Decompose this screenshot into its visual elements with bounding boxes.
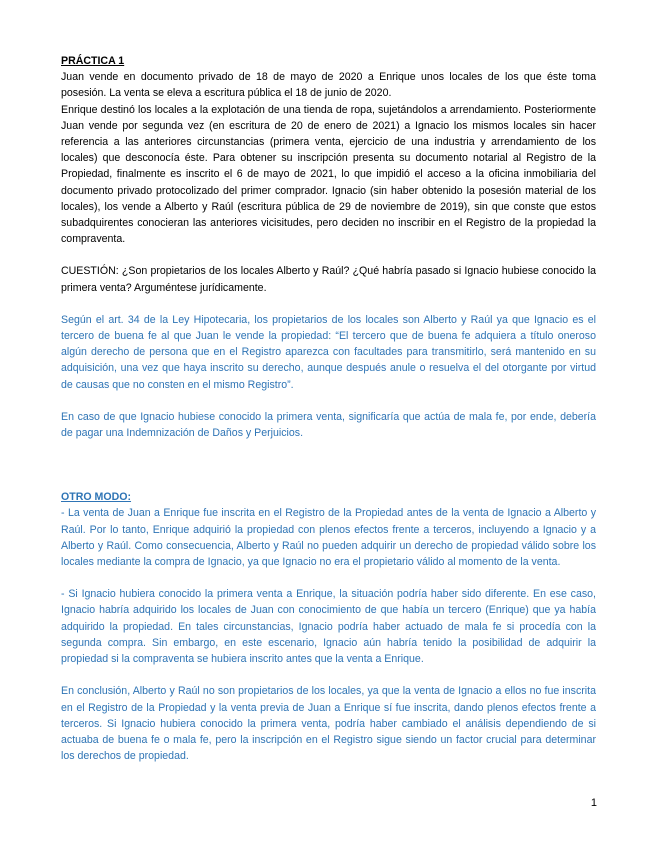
- facts-paragraph-2: Enrique destinó los locales a la explotación de una tienda de ropa, sujetándolos a arrendamiento. Posteriormente Juan vende por segunda vez (en escritura de 20 de enero de 2021) a Ignacio los mismos locales sin hacer referencia a las anteriores circunstancias (primera venta, ejercicio de una industria y arrendamiento de los locales) que desconocía éste. Para obtener su inscripción presenta su documento notarial al Registro de la Propiedad, finalmente es inscrito el 6 de mayo de 2021, lo que impidió el acceso a la oficina inmobiliaria del documento privado protocolizado del primer comprador. Ignacio (sin haber obtenido la posesión material de los locales), los vende a Alberto y Raúl (escritura pública de 29 de noviembre de 2019), sin que conste que estos subadquirentes conocieran las anteriores vicisitudes, pero deciden no inscribir en el Registro de la propiedad la compraventa.: [61, 103, 596, 246]
- alt-paragraph-1: - La venta de Juan a Enrique fue inscrita en el Registro de la Propiedad antes de la venta de Ignacio a Alberto y Raúl. Por lo tanto, Enrique adquirió la propiedad con plenos efectos frente a terceros, incluyendo a Ignacio y a Alberto y Raúl. Como consecuencia, Alberto y Raúl no pueden adquirir un derecho de propiedad válido sobre los locales mediante la compra de Ignacio, ya que Ignacio no era el propietario válido al momento de la venta.: [61, 507, 596, 569]
- spacer: [61, 441, 596, 489]
- answer-paragraph-2: En caso de que Ignacio hubiese conocido la primera venta, significaría que actúa de mala fe, por ende, debería de pagar una Indemnización de Daños y Perjuicios.: [61, 410, 596, 440]
- spacer: [61, 296, 596, 312]
- answer-paragraph-1: Según el art. 34 de la Ley Hipotecaria, los propietarios de los locales son Alberto y Raúl ya que Ignacio es el tercero de buena fe al que Juan le vende la propiedad: “El tercero que de buena fe adquiera a título oneroso algún derecho de persona que en el Registro aparezca con facultades para transmitirlo, será mantenido en su adquisición, una vez que haya inscrito su derecho, aunque después anule o resuelva el del otorgante por virtud de causas que no consten en el mismo Registro”.: [61, 313, 596, 391]
- question-paragraph: CUESTIÓN: ¿Son propietarios de los locales Alberto y Raúl? ¿Qué habría pasado si Ignacio hubiese conocido la primera venta? Arguméntese jurídicamente.: [61, 265, 596, 294]
- alt-heading: OTRO MODO:: [61, 491, 132, 504]
- document-body: [61, 53, 596, 764]
- spacer: [61, 570, 596, 586]
- facts-paragraph-1: Juan vende en documento privado de 18 de mayo de 2020 a Enrique unos locales de los que éste toma posesión. La venta se eleva a escritura pública el 18 de junio de 2020.: [61, 71, 596, 100]
- spacer: [61, 247, 596, 263]
- spacer: [61, 393, 596, 409]
- conclusion-paragraph: En conclusión, Alberto y Raúl no son propietarios de los locales, ya que la venta de Ignacio a ellos no fue inscrita en el Registro de la Propiedad y la venta previa de Juan a Enrique sí fue inscrita, dando plenos efectos frente a terceros. Si Ignacio hubiera conocido la primera venta, podría haber cambiado el análisis dependiendo de si actuaba de buena fe o mala fe, pero la inscripción en el Registro sigue siendo un factor crucial para determinar los derechos de propiedad.: [61, 685, 596, 763]
- spacer: [61, 667, 596, 683]
- page-number: 1: [590, 797, 597, 809]
- alt-paragraph-2: - Si Ignacio hubiera conocido la primera venta a Enrique, la situación podría haber sido diferente. En ese caso, Ignacio habría adquirido los locales de Juan con conocimiento de que había un tercero (Enrique) que ya había adquirido la propiedad. En tales circunstancias, Ignacio podría haber actuado de mala fe si procedía con la segunda compra. Sin embargo, en este escenario, Ignacio aún habría tenido la posibilidad de adquirir la propiedad si la compraventa se hubiera inscrito antes que la venta a Enrique.: [61, 588, 596, 666]
- practice-title: PRÁCTICA 1: [61, 55, 125, 67]
